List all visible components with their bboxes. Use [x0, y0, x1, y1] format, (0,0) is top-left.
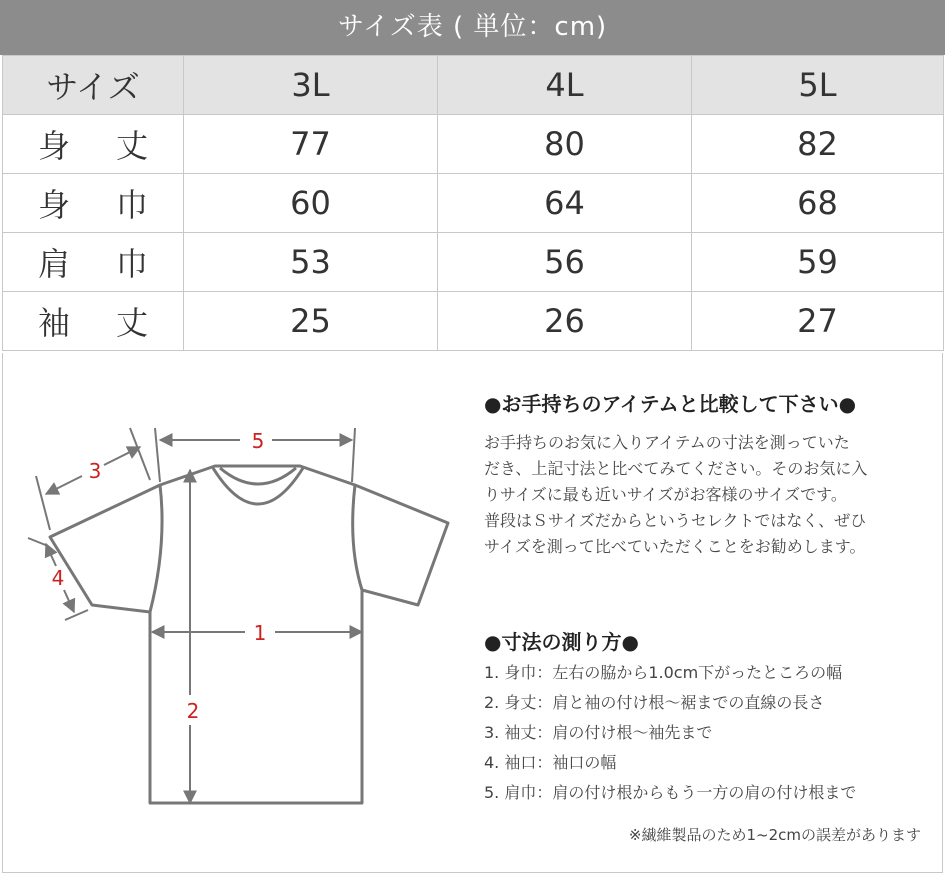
- table-cell: 68: [692, 174, 944, 233]
- list-item: 2. 身丈：肩と袖の付け根～裾までの直線の長さ: [484, 693, 825, 712]
- marker-3: 3: [88, 459, 102, 483]
- row-label-a: 身: [37, 127, 70, 165]
- table-cell: 26: [438, 292, 692, 351]
- table-cell: 77: [184, 115, 438, 174]
- table-cell: 82: [692, 115, 944, 174]
- table-cell: 59: [692, 233, 944, 292]
- row-label-b: 巾: [116, 245, 149, 283]
- marker-5: 5: [251, 429, 265, 453]
- header-3l: 3L: [184, 56, 438, 115]
- marker-4: 4: [51, 566, 65, 590]
- table-cell: 60: [184, 174, 438, 233]
- marker-2: 2: [186, 699, 200, 723]
- table-cell: 64: [438, 174, 692, 233]
- compare-line: りサイズに最も近いサイズがお客様のサイズです。: [484, 485, 847, 504]
- page-title: サイズ表 ( 単位：cm): [0, 0, 945, 55]
- compare-line: お手持ちのお気に入りアイテムの寸法を測っていた: [484, 433, 850, 452]
- marker-1: 1: [253, 621, 267, 645]
- row-label-b: 丈: [116, 127, 149, 165]
- measure-lines: [28, 428, 362, 803]
- row-label-b: 丈: [116, 304, 149, 342]
- table-cell: 80: [438, 115, 692, 174]
- compare-body: [484, 430, 924, 560]
- measure-heading: ●寸法の測り方●: [484, 630, 639, 654]
- tshirt-outline: [50, 466, 448, 803]
- header-4l: 4L: [438, 56, 692, 115]
- table-cell: 53: [184, 233, 438, 292]
- row-label-a: 肩: [37, 245, 70, 283]
- row-label-b: 巾: [116, 186, 149, 224]
- compare-heading: ●お手持ちのアイテムと比較して下さい●: [484, 392, 857, 416]
- compare-line: 普段はＳサイズだからというセレクトではなく、ぜひ: [484, 511, 867, 530]
- row-label-a: 袖: [37, 304, 70, 342]
- header-5l: 5L: [692, 56, 944, 115]
- list-item: 4. 袖口：袖口の幅: [484, 753, 617, 772]
- tolerance-note: ※繊維製品のため1~2cmの誤差があります: [628, 826, 921, 844]
- compare-line: だき、上記寸法と比べてみてください。そのお気に入: [484, 459, 868, 478]
- list-item: 3. 袖丈：肩の付け根～袖先まで: [484, 723, 713, 742]
- list-item: 1. 身巾：左右の脇から1.0cm下がったところの幅: [484, 663, 843, 682]
- row-label-a: 身: [37, 186, 70, 224]
- table-cell: 27: [692, 292, 944, 351]
- list-item: 5. 肩巾：肩の付け根からもう一方の肩の付け根まで: [484, 783, 857, 802]
- compare-line: サイズを測って比べていただくことをお勧めします。: [484, 537, 866, 556]
- header-size: サイズ: [3, 56, 184, 115]
- table-cell: 56: [438, 233, 692, 292]
- table-cell: 25: [184, 292, 438, 351]
- measure-list: [484, 658, 856, 808]
